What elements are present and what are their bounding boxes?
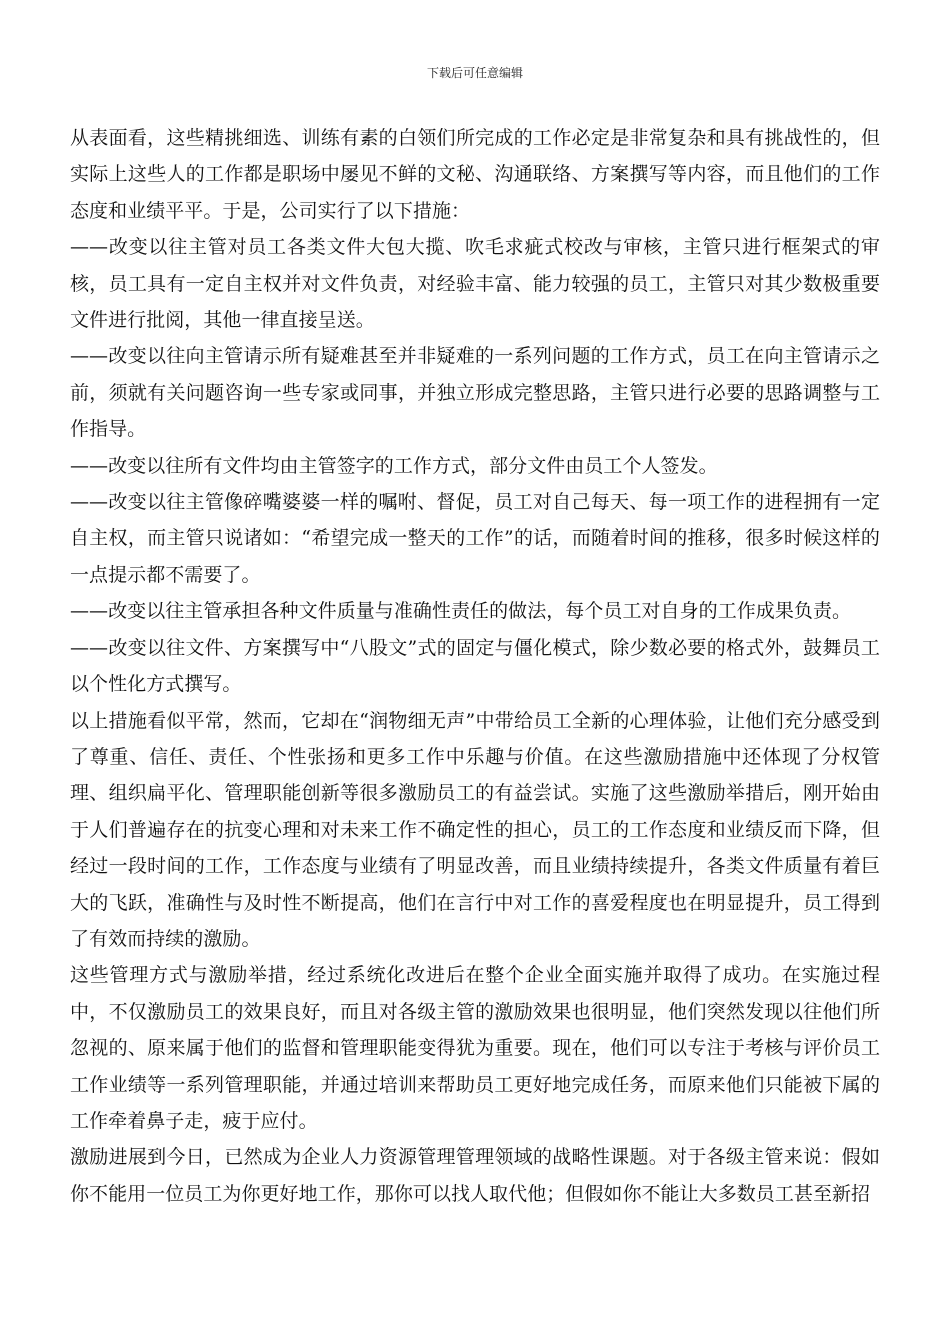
paragraph-measure-review: ——改变以往主管对员工各类文件大包大揽、吹毛求疵式校改与审核，主管只进行框架式的审核，员工具有一定自主权并对文件负责，对经验丰富、能力较强的员工，主管只对其少数极重要文件进行批阅，其他一律直接呈送。 <box>70 236 880 332</box>
document-body <box>70 120 880 1212</box>
paragraph-implementation: 这些管理方式与激励举措，经过系统化改进后在整个企业全面实施并取得了成功。在实施过程中，不仅激励员工的效果良好，而且对各级主管的激励效果也很明显，他们突然发现以往他们所忽视的、原来属于他们的监督和管理职能变得犹为重要。现在，他们可以专注于考核与评价员工工作业绩等一系列管理职能，并通过培训来帮助员工更好地完成任务，而原来他们只能被下属的工作牵着鼻子走，疲于应付。 <box>70 964 880 1132</box>
paragraph-measure-consult: ——改变以往向主管请示所有疑难甚至并非疑难的一系列问题的工作方式，员工在向主管请示之前，须就有关问题咨询一些专家或同事，并独立形成完整思路，主管只进行必要的思路调整与工作指导。 <box>70 345 880 441</box>
paragraph-results: 以上措施看似平常，然而，它却在“润物细无声”中带给员工全新的心理体验，让他们充分感受到了尊重、信任、责任、个性张扬和更多工作中乐趣与价值。在这些激励措施中还体现了分权管理、组织扁平化、管理职能创新等很多激励员工的有益尝试。实施了这些激励举措后，刚开始由于人们普遍存在的抗变心理和对未来工作不确定性的担心，员工的工作态度和业绩反而下降，但经过一段时间的工作，工作态度与业绩有了明显改善，而且业绩持续提升，各类文件质量有着巨大的飞跃，准确性与及时性不断提高，他们在言行中对工作的喜爱程度也在明显提升，员工得到了有效而持续的激励。 <box>70 709 880 950</box>
paragraph-measure-responsibility: ——改变以往主管承担各种文件质量与准确性责任的做法，每个员工对自身的工作成果负责。 <box>70 600 852 623</box>
page-header-note: 下载后可任意编辑 <box>426 66 523 80</box>
paragraph-measure-signing: ——改变以往所有文件均由主管签字的工作方式，部分文件由员工个人签发。 <box>70 454 718 477</box>
paragraph-conclusion: 激励进展到今日，已然成为企业人力资源管理管理领域的战略性课题。对于各级主管来说：假如你不能用一位员工为你更好地工作，那你可以找人取代他；但假如你不能让大多数员工甚至新招 <box>70 1146 880 1205</box>
paragraph-measure-autonomy: ——改变以往主管像碎嘴婆婆一样的嘱咐、督促，员工对自己每天、每一项工作的进程拥有一定自主权，而主管只说诸如：“希望完成一整天的工作”的话，而随着时间的推移，很多时候这样的一点提示都不需要了。 <box>70 491 880 586</box>
paragraph-intro: 从表面看，这些精挑细选、训练有素的白领们所完成的工作必定是非常复杂和具有挑战性的，但实际上这些人的工作都是职场中屡见不鲜的文秘、沟通联络、方案撰写等内容，而且他们的工作态度和业绩平平。于是，公司实行了以下措施： <box>70 127 880 222</box>
paragraph-measure-writing-style: ——改变以往文件、方案撰写中“八股文”式的固定与僵化模式，除少数必要的格式外，鼓舞员工以个性化方式撰写。 <box>70 636 880 696</box>
